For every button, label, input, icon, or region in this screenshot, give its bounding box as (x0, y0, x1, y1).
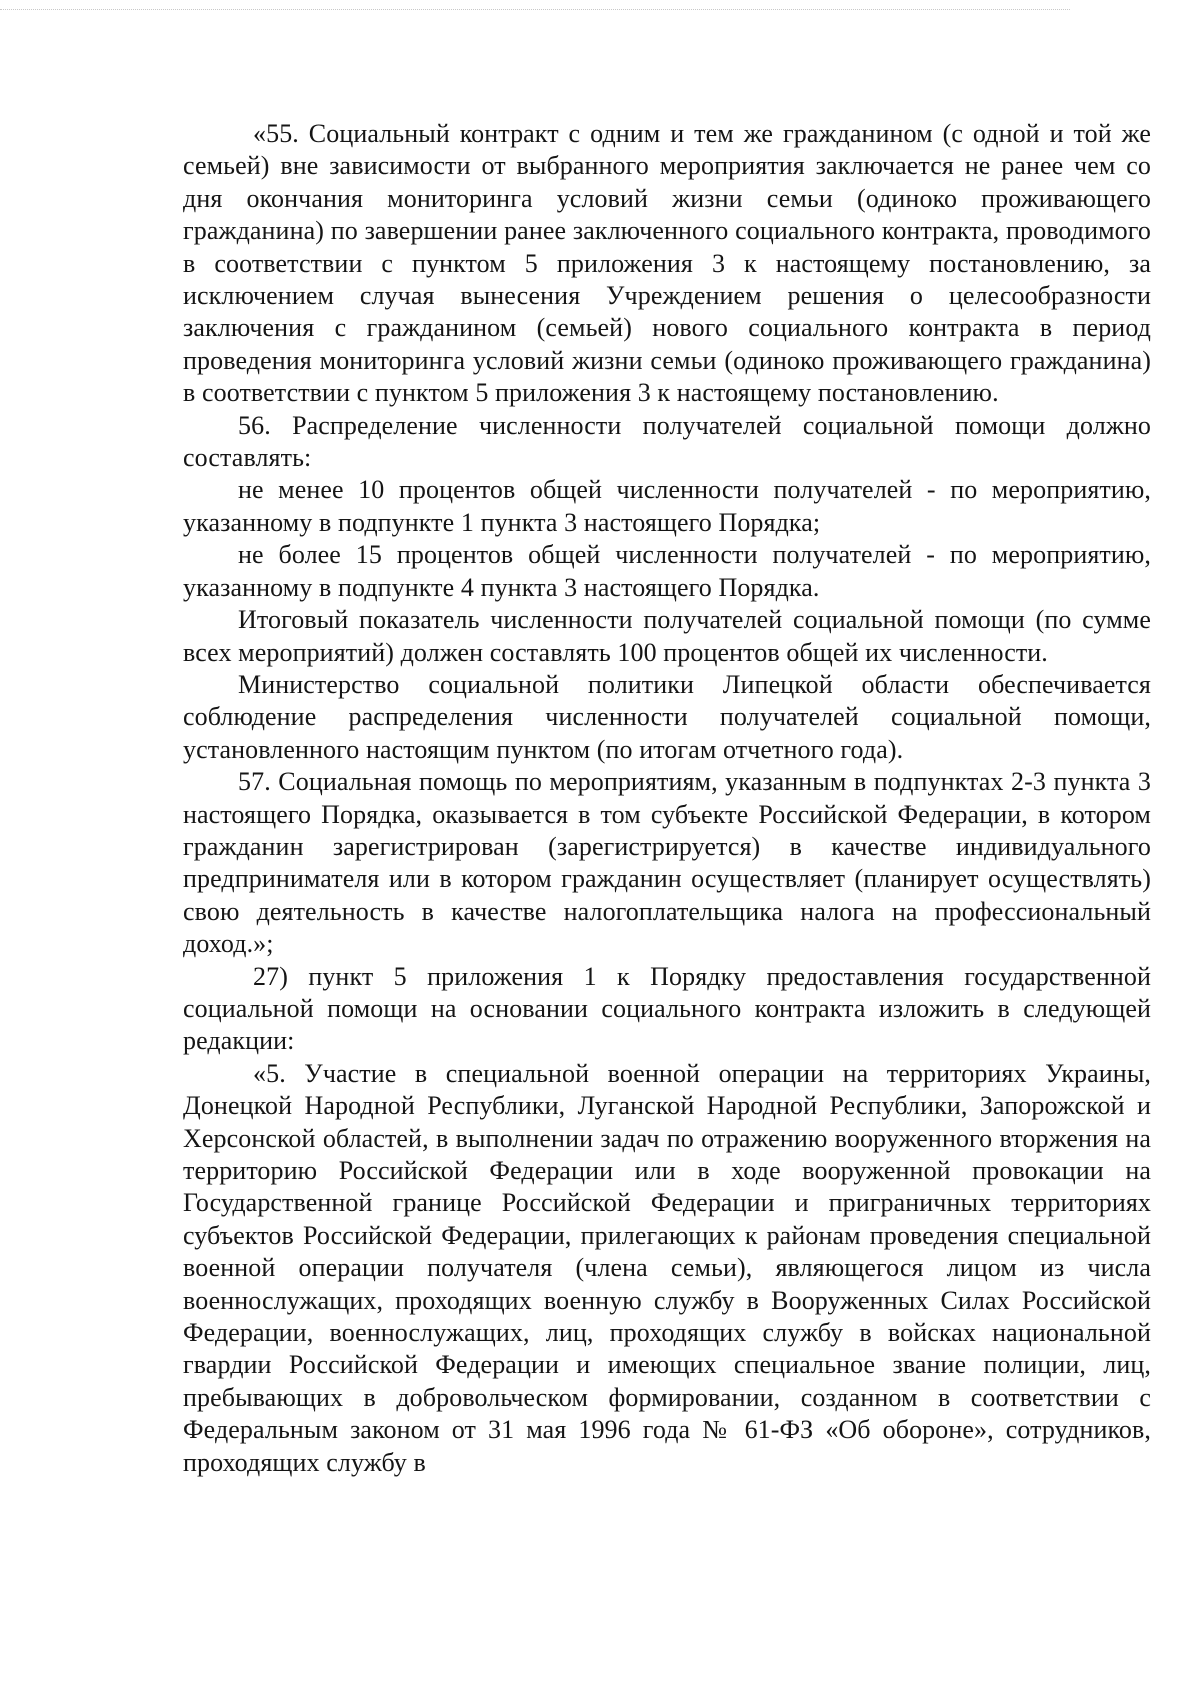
paragraph-ministry: Министерство социальной политики Липецкой области обеспечивается соблюдение распределения численности получателей социальной помощи, установленного настоящим пунктом (по итогам отчетного года). (183, 669, 1151, 764)
paragraph-55: «55. Социальный контракт с одним и тем же гражданином (с одной и той же семьей) вне зависимости от выбранного мероприятия заключается не ранее чем со дня окончания мониторинга условий жизни семьи (одиноко проживающего гражданина) по завершении ранее заключенного социального контракта, проводимого в соответствии с пунктом 5 приложения 3 к настоящему постановлению, за исключением случая вынесения Учреждением решения о целесообразности заключения с гражданином (семьей) нового социального контракта в период проведения мониторинга условий жизни семьи (одиноко проживающего гражданина) в соответствии с пунктом 5 приложения 3 к настоящему постановлению. (183, 119, 1151, 408)
page-top-edge (0, 9, 1070, 10)
paragraph-total-indicator: Итоговый показатель численности получателей социальной помощи (по сумме всех мероприятий) должен составлять 100 процентов общей их численности. (183, 605, 1151, 667)
paragraph-5-new-edition: «5. Участие в специальной военной операции на территориях Украины, Донецкой Народной Республики, Луганской Народной Республики, Запорожской и Херсонской областей, в выполнении задач по отражению вооруженного вторжения на территорию Российской Федерации или в ходе вооруженной провокации на Государственной границе Российской Федерации и приграничных территориях субъектов Российской Федерации, прилегающих к районам проведения специальной военной операции получателя (члена семьи), являющегося лицом из числа военнослужащих, проходящих военную службу в Вооруженных Силах Российской Федерации, военнослужащих, лиц, проходящих службу в войсках национальной гвардии Российской Федерации и имеющих специальное звание полиции, лиц, пребывающих в добровольческом формировании, созданном в соответствии с Федеральным законом от 31 мая 1996 года № 61-ФЗ «Об обороне», сотрудников, проходящих службу в (183, 1058, 1151, 1477)
document-body (183, 118, 1151, 1479)
paragraph-57: 57. Социальная помощь по мероприятиям, указанным в подпунктах 2-3 пункта 3 настоящего Порядка, оказывается в том субъекте Российской Федерации, в котором гражданин зарегистрирован (зарегистрируется) в качестве индивидуального предпринимателя или в котором гражданин осуществляет (планирует осуществлять) свою деятельность в качестве налогоплательщика налога на профессиональный доход.»; (183, 767, 1151, 959)
paragraph-27: 27) пункт 5 приложения 1 к Порядку предоставления государственной социальной помощи на основании социального контракта изложить в следующей редакции: (183, 961, 1151, 1056)
paragraph-56-item-1: не менее 10 процентов общей численности получателей - по мероприятию, указанному в подпункте 1 пункта 3 настоящего Порядка; (183, 475, 1151, 537)
paragraph-56: 56. Распределение численности получателей социальной помощи должно составлять: (183, 410, 1151, 473)
paragraph-56-item-2: не более 15 процентов общей численности получателей - по мероприятию, указанному в подпункте 4 пункта 3 настоящего Порядка. (183, 540, 1151, 602)
